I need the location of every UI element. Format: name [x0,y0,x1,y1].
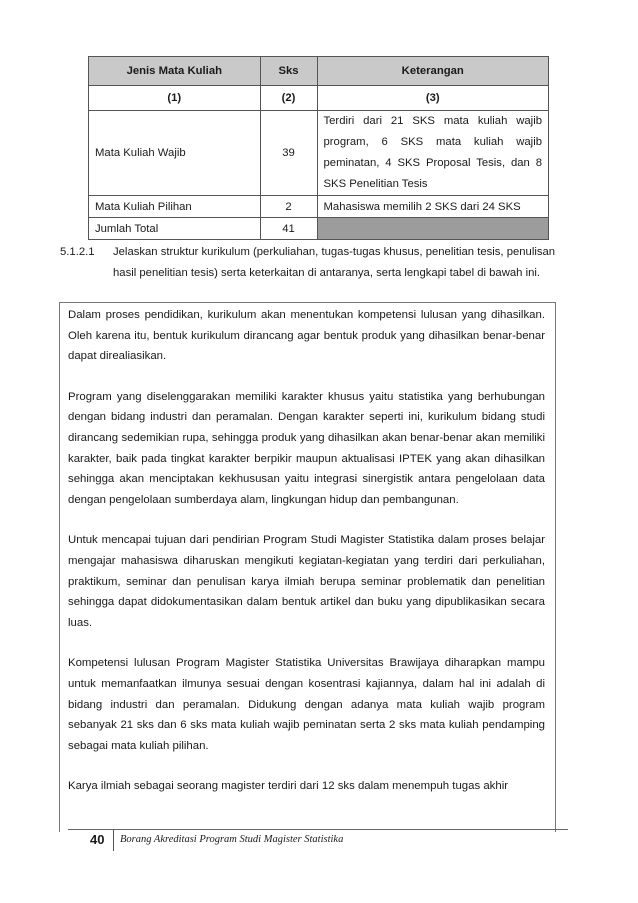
paragraph: Karya ilmiah sebagai seorang magister terdiri dari 12 sks dalam menempuh tugas akhir [68,780,509,793]
footer-rule [68,829,568,830]
header-keterangan: Keterangan [317,57,549,86]
footer-separator [113,829,114,851]
cell-jenis: Mata Kuliah Pilihan [89,196,261,218]
cell-sks: 39 [260,111,317,196]
item-number: 5.1.2.1 [60,246,95,258]
table-row [89,196,549,218]
table-header-row [89,57,549,86]
cell-sks: 2 [260,196,317,218]
cell-jenis: Jumlah Total [89,218,261,240]
cell-keterangan: Terdiri dari 21 SKS mata kuliah wajib program, 6 SKS mata kuliah wajib peminatan, 4 SKS Proposal Tesis, dan 8 SKS Penelitian Tesis [317,111,549,196]
item-text: Jelaskan struktur kurikulum (perkuliahan, tugas-tugas khusus, penelitian tesis, penulisan hasil penelitian tesis) serta keterkaitan di antaranya, serta lengkapi tabel di bawah ini. [113,246,556,279]
footer-title: Borang Akreditasi Program Studi Magister Statistika [120,834,344,845]
cell-sks: 41 [260,218,317,240]
header-jenis: Jenis Mata Kuliah [89,57,261,86]
paragraph: Program yang diselenggarakan memiliki karakter khusus yaitu statistika yang berhubungan dengan bidang industri dan peramalan. Dengan karakter seperti ini, kurikulum bidang studi dirancang sedemikian rupa, sehingga produk yang dihasilkan akan benar-benar akan memiliki karakter, baik pada tingkat karakter berpikir maupun aktualisasi IPTEK yang akan dihasilkan sehingga akan menciptakan kekhususan yaitu integrasi sinergistik antara pengelolaan data dengan pengelolaan sumberdaya alam, lingkungan hidup dan pembangunan. [68,390,545,506]
sks-table [88,56,549,240]
answer-box [59,302,556,832]
table-row [89,218,549,240]
paragraph: Kompetensi lulusan Program Magister Statistika Universitas Brawijaya diharapkan mampu untuk memanfaatkan ilmunya sesuai dengan kosentrasi kajiannya, dalam hal ini adalah di bidang industri dan peramalan. Didukung dengan adanya mata kuliah wajib program sebanyak 21 sks dan 6 sks mata kuliah wajib peminatan serta 2 sks mata kuliah pendamping sebagai mata kuliah pilihan. [68,657,545,752]
header-sks: Sks [260,57,317,86]
col-number-2: (2) [260,86,317,111]
paragraph: Dalam proses pendidikan, kurikulum akan menentukan kompetensi lulusan yang dihasilkan. Oleh karena itu, bentuk kurikulum dirancang agar bentuk produk yang dihasilkan benar-benar dapat direaliasikan. [68,309,545,363]
cell-keterangan: Mahasiswa memilih 2 SKS dari 24 SKS [317,196,549,218]
col-number-1: (1) [89,86,261,111]
cell-jenis: Mata Kuliah Wajib [89,111,261,196]
cell-keterangan-shaded [317,218,549,240]
paragraph: Untuk mencapai tujuan dari pendirian Program Studi Magister Statistika dalam proses belajar mengajar mahasiswa diharuskan mengikuti kegiatan-kegiatan yang terdiri dari perkuliahan, praktikum, seminar dan penulisan karya ilmiah berupa seminar problematik dan penelitian sehingga dapat didokumentasikan dalam bentuk artikel dan buku yang dipublikasikan secara luas. [68,534,545,629]
col-number-3: (3) [317,86,549,111]
numbered-item [60,242,560,284]
table-row [89,111,549,196]
page-number: 40 [90,832,105,847]
table-number-row [89,86,549,111]
